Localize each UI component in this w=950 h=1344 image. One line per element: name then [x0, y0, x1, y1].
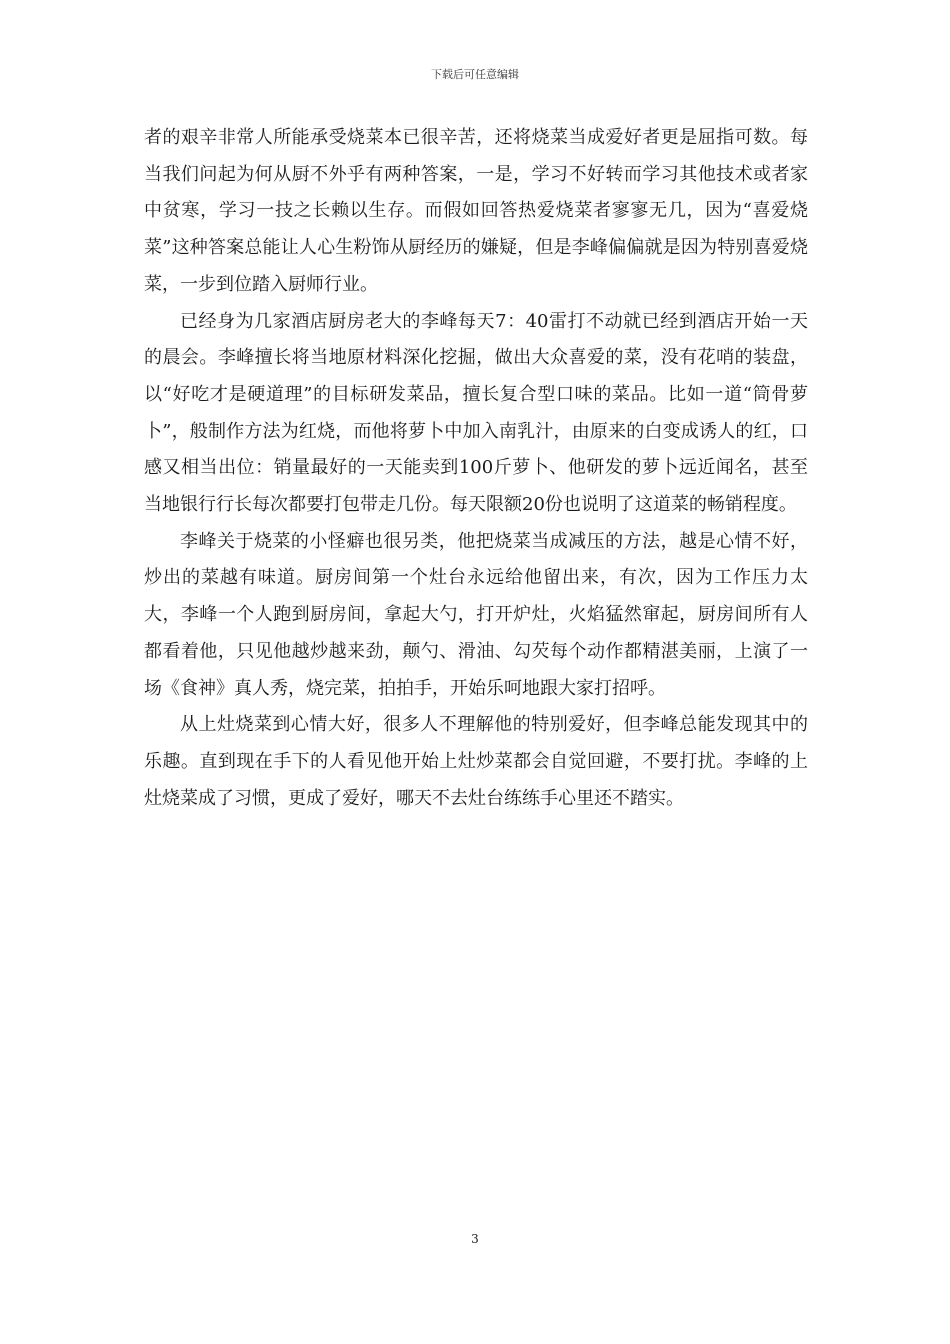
- paragraph-1: 者的艰辛非常人所能承受烧菜本已很辛苦，还将烧菜当成爱好者更是屈指可数。每当我们问起为何从厨不外乎有两种答案，一是，学习不好转而学习其他技术或者家中贫寒，学习一技之长赖以生存。而假如回答热爱烧菜者寥寥无几，因为“喜爱烧菜”这种答案总能让人心生粉饰从厨经历的嫌疑，但是李峰偏偏就是因为特别喜爱烧菜，一步到位踏入厨师行业。: [144, 127, 808, 295]
- document-body: [144, 120, 808, 817]
- paragraph-2: 已经身为几家酒店厨房老大的李峰每天7：40雷打不动就已经到酒店开始一天的晨会。李峰擅长将当地原材料深化挖掘，做出大众喜爱的菜，没有花哨的装盘，以“好吃才是硬道理”的目标研发菜品，擅长复合型口味的菜品。比如一道“筒骨萝卜”，般制作方法为红烧，而他将萝卜中加入南乳汁，由原来的白变成诱人的红，口感又相当出位：销量最好的一天能卖到100斤萝卜、他研发的萝卜远近闻名，甚至当地银行行长每次都要打包带走几份。每天限额20份也说明了这道菜的畅销程度。: [144, 310, 808, 516]
- paragraph-4: 从上灶烧菜到心情大好，很多人不理解他的特别爱好，但李峰总能发现其中的乐趣。直到现在手下的人看见他开始上灶炒菜都会自觉回避，不要打扰。李峰的上灶烧菜成了习惯，更成了爱好，哪天不去灶台练练手心里还不踏实。: [144, 714, 808, 809]
- page-header: 下载后可任意编辑: [431, 68, 519, 81]
- page-number: 3: [471, 1232, 479, 1246]
- paragraph-3: 李峰关于烧菜的小怪癖也很另类，他把烧菜当成减压的方法，越是心情不好，炒出的菜越有味道。厨房间第一个灶台永远给他留出来，有次，因为工作压力太大，李峰一个人跑到厨房间，拿起大勺，打开炉灶，火焰猛然窜起，厨房间所有人都看着他，只见他越炒越来劲，颠勺、滑油、勾芡每个动作都精湛美丽，上演了一场《食神》真人秀，烧完菜，拍拍手，开始乐呵地跟大家打招呼。: [144, 530, 808, 699]
